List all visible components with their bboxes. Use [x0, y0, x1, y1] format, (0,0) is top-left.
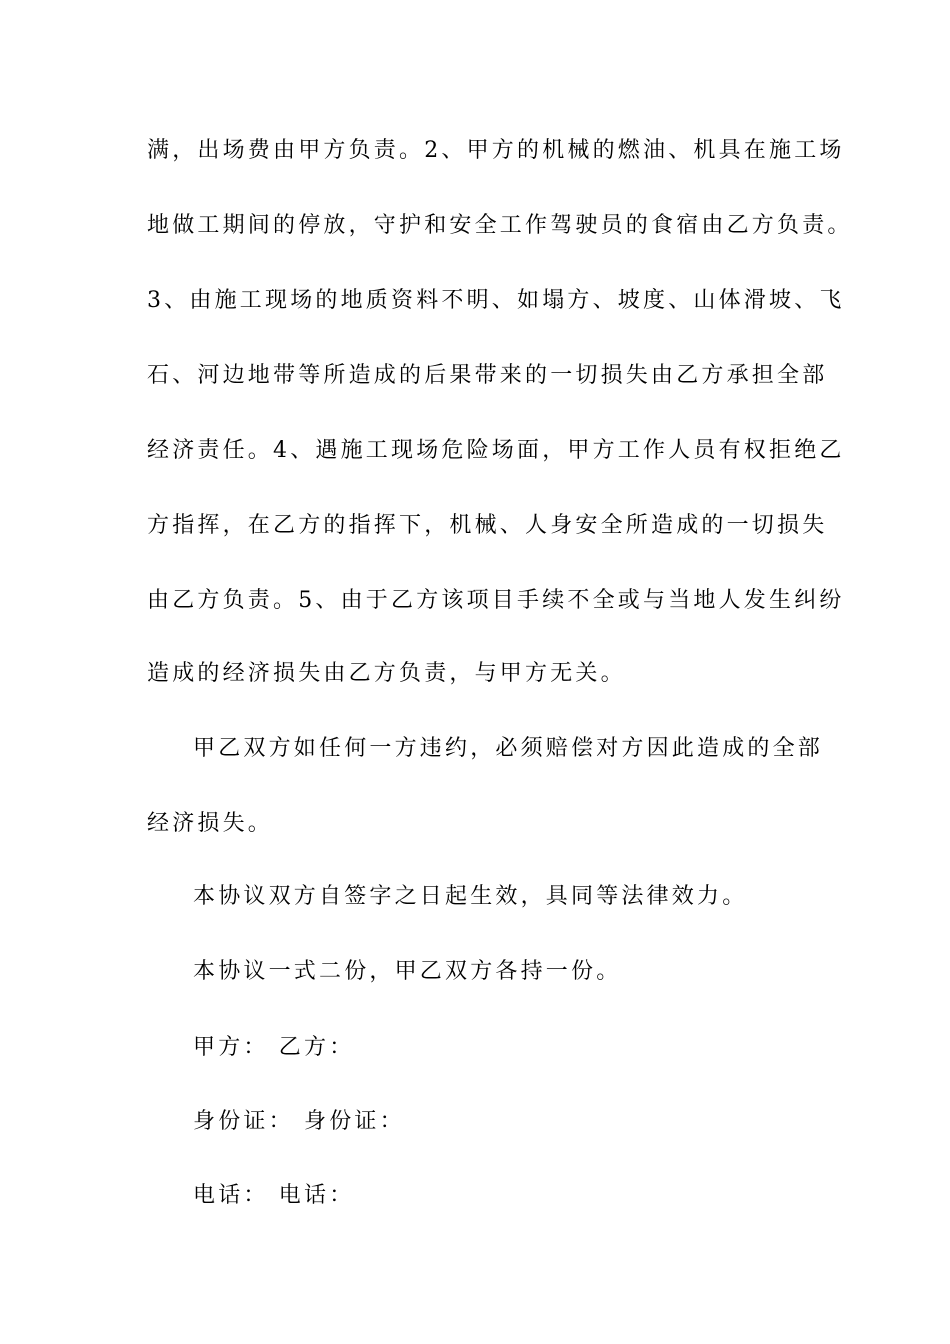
text-line: 造成的经济损失由乙方负责，与甲方无关。: [147, 661, 626, 686]
text-line: 满，出场费由甲方负责。2、甲方的机械的燃油、机具在施工场: [147, 138, 845, 163]
signature-id-line: 身份证： 身份证：: [193, 1109, 405, 1134]
text-line: 经济损失。: [147, 811, 274, 836]
paragraph-copies-clause: 本协议一式二份，甲乙双方各持一份。: [193, 959, 622, 984]
text-line: 方指挥，在乙方的指挥下，机械、人身安全所造成的一切损失: [147, 513, 828, 538]
paragraph-breach-clause: 甲乙双方如任何一方违约，必须赔偿对方因此造成的全部: [193, 736, 824, 761]
text-line: 地做工期间的停放，守护和安全工作驾驶员的食宿由乙方负责。: [147, 213, 853, 238]
text-line: 由乙方负责。5、由于乙方该项目手续不全或与当地人发生纠纷: [147, 588, 845, 613]
text-line: 经济责任。4、遇施工现场危险场面，甲方工作人员有权拒绝乙: [147, 438, 845, 463]
text-line: 3、由施工现场的地质资料不明、如塌方、坡度、山体滑坡、飞: [147, 288, 845, 313]
signature-party-line: 甲方： 乙方：: [193, 1035, 355, 1060]
paragraph-effective-clause: 本协议双方自签字之日起生效，具同等法律效力。: [193, 884, 748, 909]
text-line: 石、河边地带等所造成的后果带来的一切损失由乙方承担全部: [147, 363, 828, 388]
signature-phone-line: 电话： 电话：: [193, 1183, 355, 1208]
